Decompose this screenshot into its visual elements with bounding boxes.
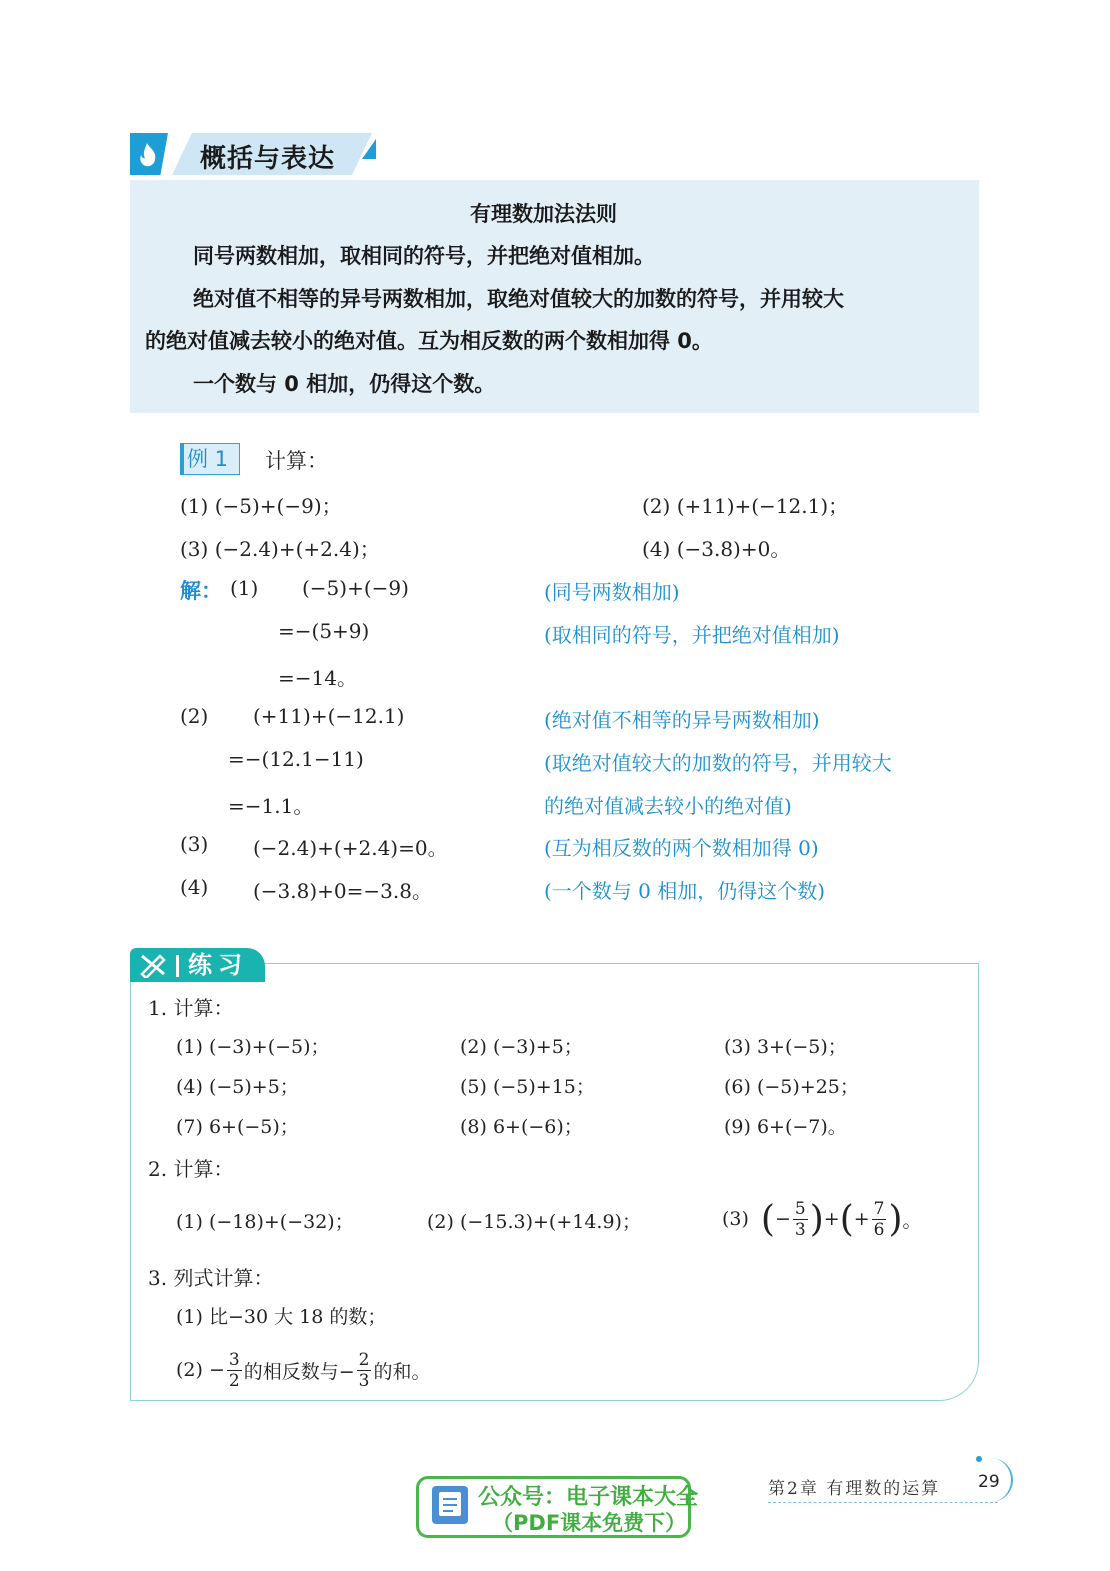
rule-title: 有理数加法法则 xyxy=(470,202,617,226)
solution-4-line: (−3.8)+0=−3.8。 xyxy=(253,879,432,903)
solution-4-number: (4) xyxy=(180,875,209,899)
solution-1-note: (取相同的符号，并把绝对值相加) xyxy=(544,623,840,647)
fraction-denominator: 2 xyxy=(228,1370,240,1391)
example-problem: (3) (−2.4)+(+2.4)； xyxy=(180,537,380,561)
practice-q1-label: 1. 计算： xyxy=(148,996,234,1020)
solution-2-note: (绝对值不相等的异号两数相加) xyxy=(544,708,820,732)
example-label xyxy=(180,443,240,475)
practice-q3-item-2-prefix: (2) − xyxy=(176,1359,225,1381)
fraction-numerator: 5 xyxy=(794,1198,806,1219)
example-problem: (4) (−3.8)+0。 xyxy=(642,537,791,561)
watermark-line2: （PDF课本免费下） xyxy=(492,1511,687,1535)
solution-2-note: (取绝对值较大的加数的符号，并用较大 xyxy=(544,751,892,775)
practice-q1-item: (3) 3+(−5)； xyxy=(724,1036,847,1058)
practice-q3-item-2 xyxy=(176,1345,430,1395)
solution-4-note: (一个数与 0 相加，仍得这个数) xyxy=(544,879,826,903)
practice-box xyxy=(130,963,979,1401)
book-icon xyxy=(432,1486,468,1524)
page-number: 29 xyxy=(978,1472,1000,1492)
pencil-ruler-icon xyxy=(138,952,168,978)
solution-2-number: (2) xyxy=(180,704,209,728)
section-title: 概括与表达 xyxy=(200,144,336,174)
chapter-title: 第2章 有理数的运算 xyxy=(768,1479,941,1499)
practice-q3-item: (1) 比−30 大 18 的数； xyxy=(176,1306,387,1328)
example-problem: (2) (+11)+(−12.1)； xyxy=(642,494,849,518)
solution-3-note: (互为相反数的两个数相加得 0) xyxy=(544,836,819,860)
rule-2-line1: 绝对值不相等的异号两数相加，取绝对值较大的加数的符号，并用较大 xyxy=(193,287,844,311)
practice-q1-item: (4) (−5)+5； xyxy=(176,1076,299,1098)
solution-3-line: (−2.4)+(+2.4)=0。 xyxy=(253,836,448,860)
practice-q1-item: (1) (−3)+(−5)； xyxy=(176,1036,330,1058)
practice-q2-item: (1) (−18)+(−32)； xyxy=(176,1211,354,1233)
fraction xyxy=(872,1199,887,1240)
example-label-bar xyxy=(180,443,184,475)
practice-q3-item-2-end: 的和。 xyxy=(373,1360,431,1383)
example-prompt: 计算： xyxy=(265,449,328,473)
solution-1-number: (1) xyxy=(230,576,259,600)
solution-2-note: 的绝对值减去较小的绝对值) xyxy=(544,794,792,818)
solution-1-line: =−14。 xyxy=(278,666,357,690)
practice-q1-item: (8) 6+(−6)； xyxy=(460,1116,583,1138)
practice-q1-item: (6) (−5)+25； xyxy=(724,1076,859,1098)
solution-3-number: (3) xyxy=(180,832,209,856)
fraction-numerator: 7 xyxy=(873,1198,885,1219)
fraction-numerator: 3 xyxy=(228,1349,240,1370)
chapter-divider xyxy=(768,1502,998,1503)
solution-1-line: (−5)+(−9) xyxy=(302,576,409,600)
example-problem: (1) (−5)+(−9)； xyxy=(180,494,342,518)
solution-2-line: =−(12.1−11) xyxy=(228,747,364,771)
flame-icon xyxy=(130,133,168,175)
practice-q2-item-3-prefix: (3) xyxy=(722,1208,749,1230)
solution-1-line: =−(5+9) xyxy=(278,619,370,643)
fraction-numerator: 2 xyxy=(358,1349,370,1370)
page-dot xyxy=(976,1456,982,1462)
example-label-text: 例 1 xyxy=(187,447,229,471)
fraction xyxy=(793,1199,808,1240)
section-header xyxy=(130,133,380,175)
practice-q1-item: (7) 6+(−5)； xyxy=(176,1116,299,1138)
practice-tab-separator xyxy=(176,955,179,977)
rule-2-line2: 的绝对值减去较小的绝对值。互为相反数的两个数相加得 0。 xyxy=(145,329,713,353)
fraction-denominator: 6 xyxy=(873,1219,885,1240)
solution-2-line: =−1.1。 xyxy=(228,794,314,818)
practice-q3-item-2-mid: 的相反数与− xyxy=(243,1360,355,1383)
solution-2-line: (+11)+(−12.1) xyxy=(253,704,405,728)
practice-q1-item: (2) (−3)+5； xyxy=(460,1036,583,1058)
fraction xyxy=(227,1350,242,1391)
rule-3: 一个数与 0 相加，仍得这个数。 xyxy=(193,372,496,396)
fraction-denominator: 3 xyxy=(358,1370,370,1391)
watermark-line1: 公众号：电子课本大全 xyxy=(478,1485,699,1510)
fraction-denominator: 3 xyxy=(794,1219,806,1240)
practice-q2-item: (2) (−15.3)+(+14.9)； xyxy=(427,1211,641,1233)
solution-1-note: (同号两数相加) xyxy=(544,580,680,604)
rule-1: 同号两数相加，取相同的符号，并把绝对值相加。 xyxy=(193,244,655,268)
fraction xyxy=(357,1350,372,1391)
practice-q2-item-3: (3) ( − $\frac{5}{3}$ ) + ( + $\frac{7}{6}$ ) 。 xyxy=(722,1198,922,1240)
practice-q1-item: (9) 6+(−7)。 xyxy=(724,1116,847,1138)
practice-q2-label: 2. 计算： xyxy=(148,1157,234,1181)
practice-title: 练习 xyxy=(188,951,248,979)
practice-q1-item: (5) (−5)+15； xyxy=(460,1076,595,1098)
practice-q3-label: 3. 列式计算： xyxy=(148,1266,274,1290)
solution-label: 解： xyxy=(180,579,222,603)
